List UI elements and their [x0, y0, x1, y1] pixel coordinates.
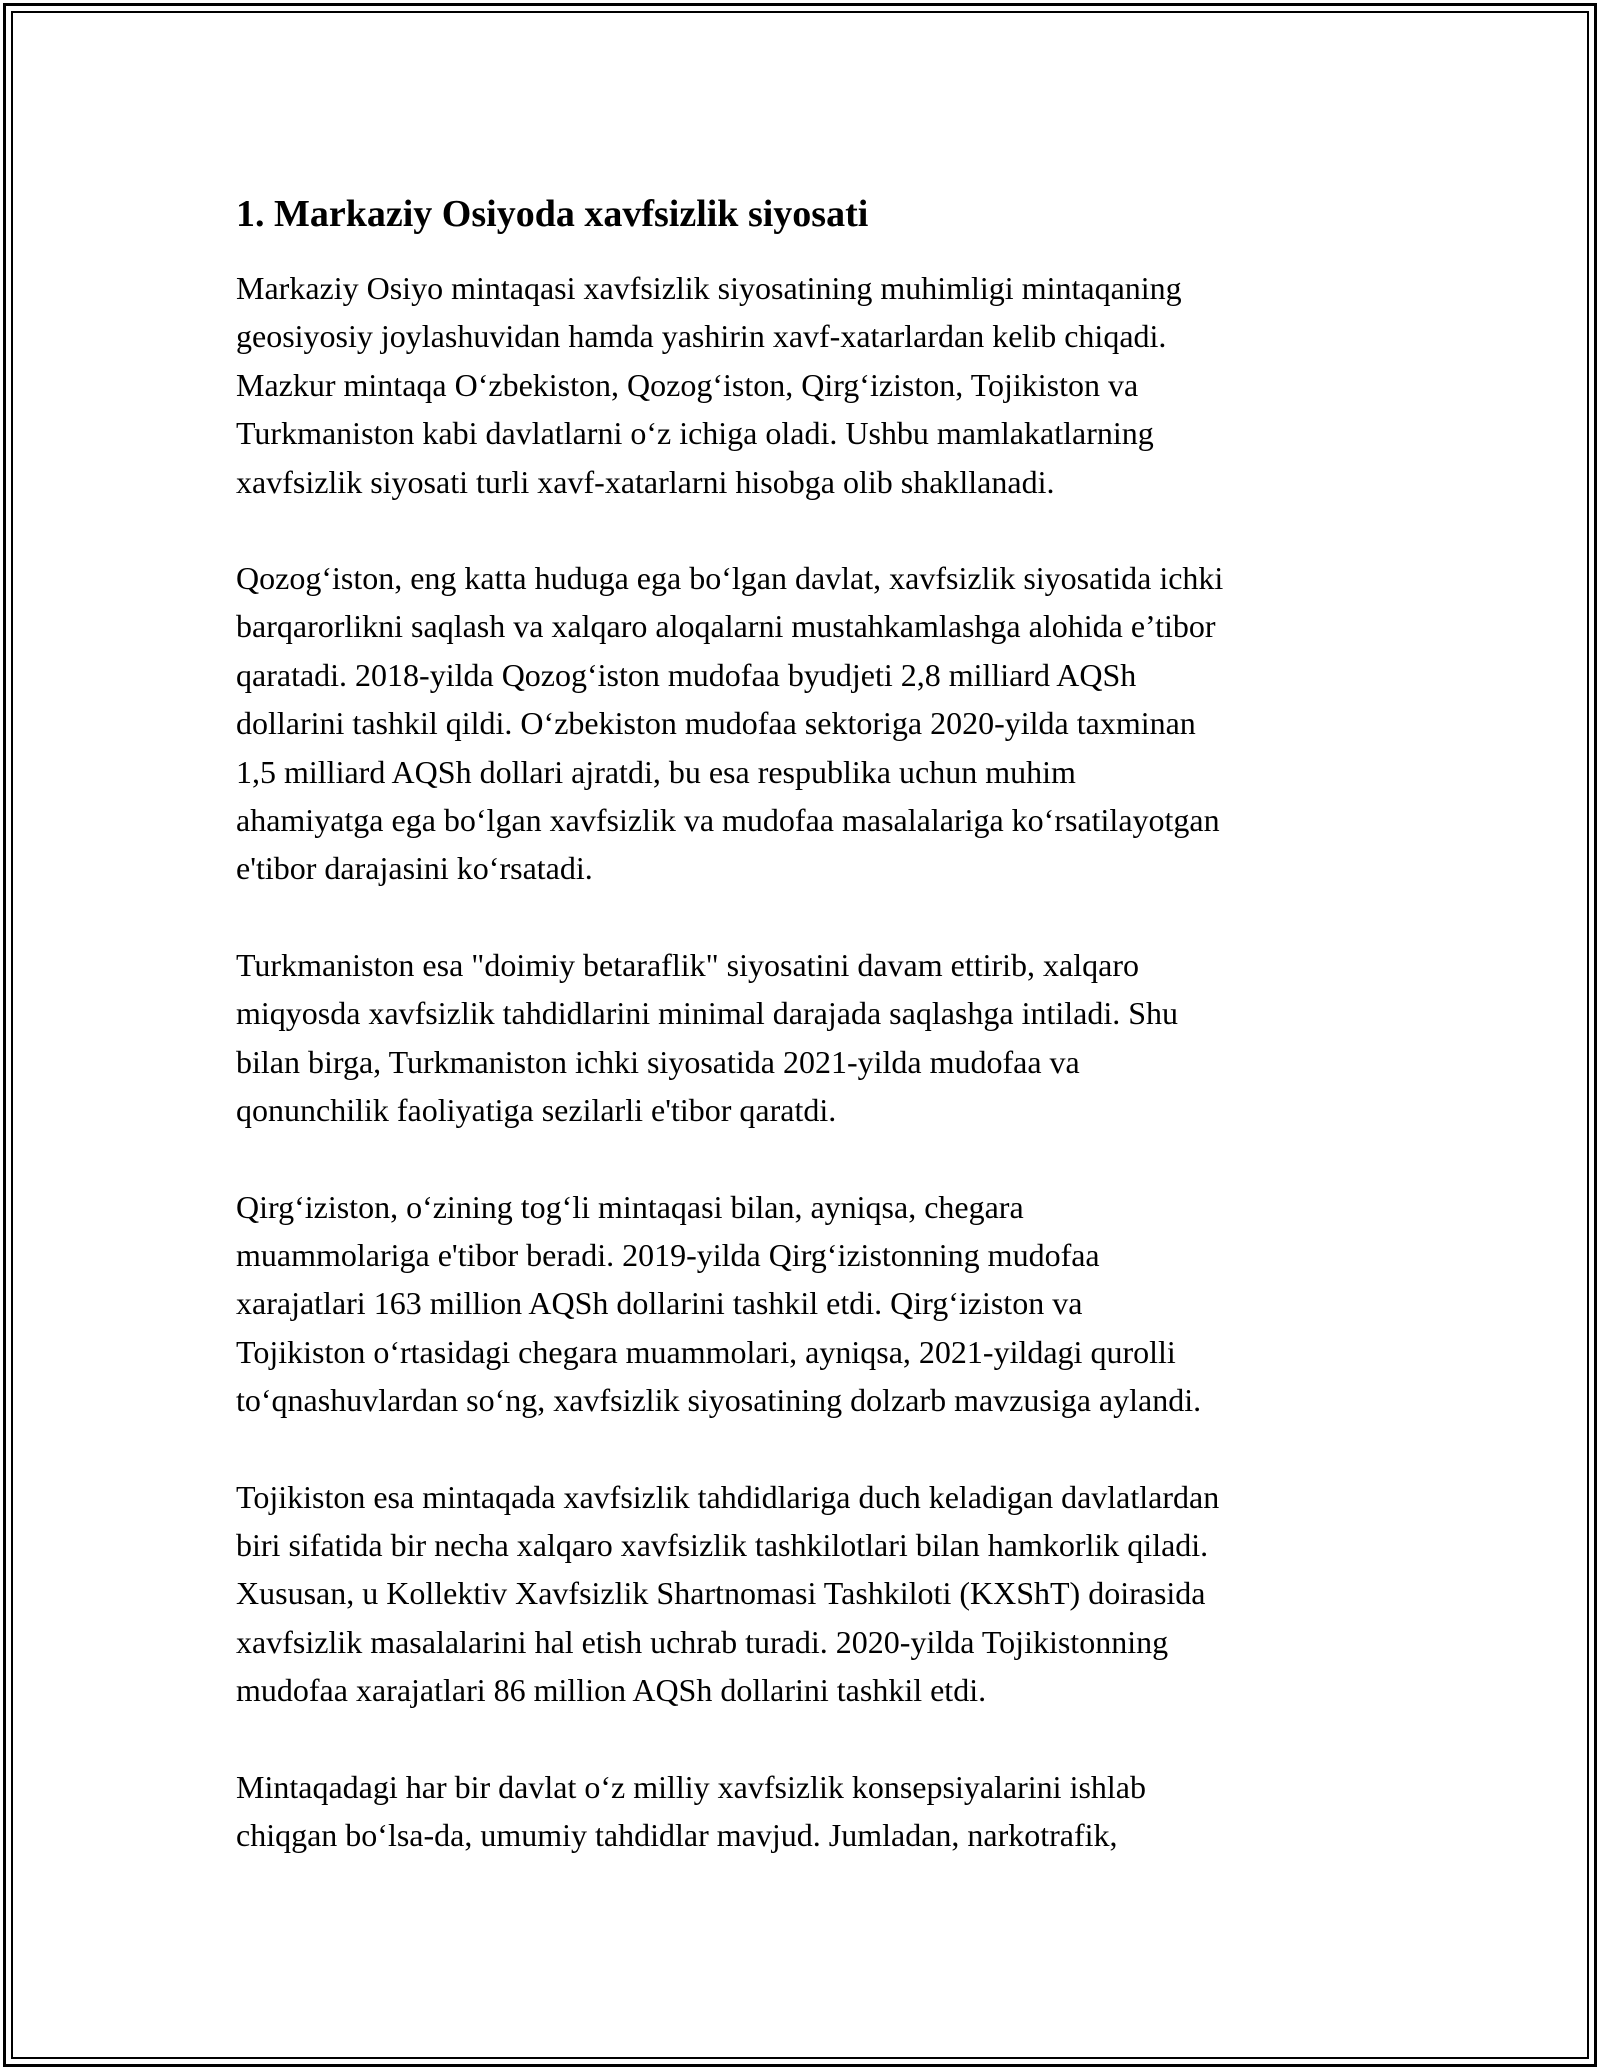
text-line: xarajatlari 163 million AQSh dollarini tashkil etdi. Qirg‘iziston va [236, 1285, 1083, 1322]
text-line: geosiyosiy joylashuvidan hamda yashirin xavf-xatarlardan kelib chiqadi. [236, 318, 1167, 355]
text-line: Tojikiston o‘rtasidagi chegara muammolari, ayniqsa, 2021-yildagi qurolli [236, 1333, 1176, 1370]
paragraph-common-threats [236, 1763, 1416, 1860]
text-line: 1,5 milliard AQSh dollari ajratdi, bu esa respublika uchun muhim [236, 753, 1076, 790]
text-line: Qozog‘iston, eng katta huduga ega bo‘lgan davlat, xavfsizlik siyosatida ichki [236, 560, 1224, 597]
text-line: muammolariga e'tibor beradi. 2019-yilda Qirg‘izistonning mudofaa [236, 1236, 1100, 1273]
paragraph-intro [236, 264, 1416, 506]
text-line: biri sifatida bir necha xalqaro xavfsizlik tashkilotlari bilan hamkorlik qiladi. [236, 1526, 1209, 1563]
text-line: Mazkur mintaqa O‘zbekiston, Qozog‘iston, Qirg‘iziston, Tojikiston va [236, 366, 1139, 403]
paragraph-kazakhstan-uzbekistan [236, 554, 1416, 893]
text-line: Markaziy Osiyo mintaqasi xavfsizlik siyosatining muhimligi mintaqaning [236, 270, 1182, 306]
text-line: chiqgan bo‘lsa-da, umumiy tahdidlar mavjud. Jumladan, narkotrafik, [236, 1816, 1118, 1853]
paragraph-turkmenistan [236, 941, 1416, 1135]
text-line: Tojikiston esa mintaqada xavfsizlik tahdidlariga duch keladigan davlatlardan [236, 1478, 1220, 1515]
text-line: to‘qnashuvlardan so‘ng, xavfsizlik siyosatining dolzarb mavzusiga aylandi. [236, 1382, 1202, 1419]
paragraph-tajikistan [236, 1473, 1416, 1715]
text-line: ahamiyatga ega bo‘lgan xavfsizlik va mudofaa masalalariga ko‘rsatilayotgan [236, 802, 1220, 839]
text-line: dollarini tashkil qildi. O‘zbekiston mudofaa sektoriga 2020-yilda taxminan [236, 705, 1196, 742]
text-line: xavfsizlik siyosati turli xavf-xatarlarni hisobga olib shakllanadi. [236, 463, 1055, 500]
text-line: barqarorlikni saqlash va xalqaro aloqalarni mustahkamlashga alohida e’tibor [236, 608, 1216, 645]
paragraph-kyrgyzstan [236, 1183, 1416, 1425]
text-line: e'tibor darajasini ko‘rsatadi. [236, 850, 593, 887]
section-heading: 1. Markaziy Osiyoda xavfsizlik siyosati [236, 193, 869, 235]
text-line: Mintaqadagi har bir davlat o‘z milliy xavfsizlik konsepsiyalarini ishlab [236, 1768, 1146, 1805]
text-line: qonunchilik faoliyatiga sezilarli e'tibor qaratdi. [236, 1092, 837, 1129]
document-body [236, 186, 1416, 1907]
text-line: miqyosda xavfsizlik tahdidlarini minimal darajada saqlashga intiladi. Shu [236, 995, 1179, 1032]
text-line: bilan birga, Turkmaniston ichki siyosatida 2021-yilda mudofaa va [236, 1043, 1080, 1080]
text-line: mudofaa xarajatlari 86 million AQSh dollarini tashkil etdi. [236, 1672, 987, 1709]
text-line: Qirg‘iziston, o‘zining tog‘li mintaqasi bilan, ayniqsa, chegara [236, 1188, 1024, 1225]
text-line: qaratadi. 2018-yilda Qozog‘iston mudofaa byudjeti 2,8 milliard AQSh [236, 656, 1137, 693]
text-line: Turkmaniston kabi davlatlarni o‘z ichiga oladi. Ushbu mamlakatlarning [236, 415, 1154, 452]
text-line: Turkmaniston esa "doimiy betaraflik" siyosatini davam ettirib, xalqaro [236, 946, 1139, 983]
text-line: Xususan, u Kollektiv Xavfsizlik Shartnomasi Tashkiloti (KXShT) doirasida [236, 1575, 1206, 1612]
text-line: xavfsizlik masalalarini hal etish uchrab turadi. 2020-yilda Tojikistonning [236, 1623, 1169, 1660]
